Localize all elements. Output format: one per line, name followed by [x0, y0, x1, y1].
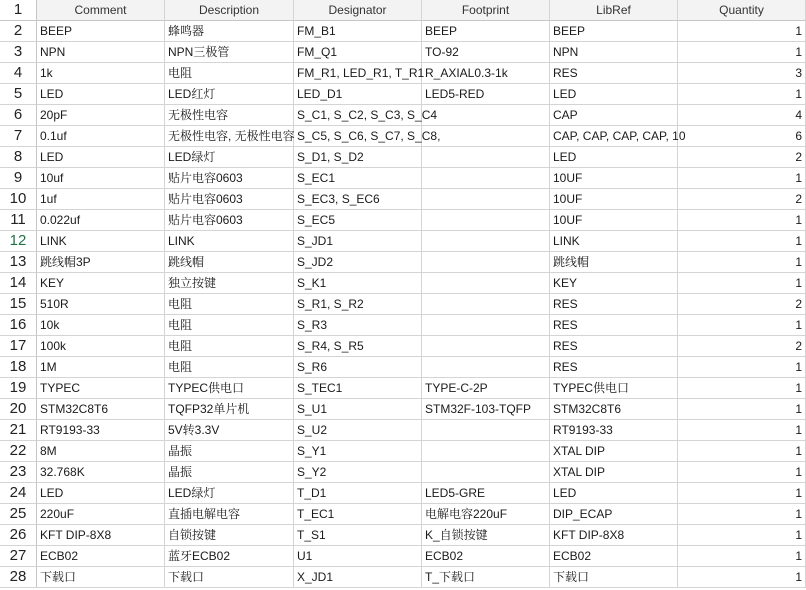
cell-quantity[interactable]: 2	[678, 294, 806, 315]
table-row	[0, 315, 806, 336]
row-number[interactable]: 12	[0, 231, 37, 252]
row-number[interactable]: 14	[0, 273, 37, 294]
cell-comment[interactable]: 10uf	[37, 168, 165, 189]
cell-libref[interactable]: TYPEC供电口	[550, 378, 678, 399]
cell-quantity[interactable]: 1	[678, 378, 806, 399]
table-row	[0, 504, 806, 525]
cell-footprint[interactable]: LED5-GRE	[422, 483, 550, 504]
cell-footprint[interactable]: TO-92	[422, 42, 550, 63]
cell-footprint[interactable]	[422, 294, 550, 315]
cell-footprint[interactable]: ECB02	[422, 546, 550, 567]
cell-footprint[interactable]	[422, 147, 550, 168]
cell-designator[interactable]: X_JD1	[294, 567, 422, 588]
table-row	[0, 210, 806, 231]
cell-description[interactable]: 电阻	[165, 357, 294, 378]
column-header-comment[interactable]: Comment	[37, 0, 165, 21]
cell-quantity[interactable]: 2	[678, 147, 806, 168]
table-row	[0, 84, 806, 105]
table-row	[0, 273, 806, 294]
cell-libref[interactable]: RES	[550, 315, 678, 336]
row-number[interactable]: 4	[0, 63, 37, 84]
cell-quantity[interactable]: 1	[678, 357, 806, 378]
cell-comment[interactable]: LED	[37, 483, 165, 504]
cell-designator[interactable]: S_EC5	[294, 210, 422, 231]
cell-quantity[interactable]: 1	[678, 315, 806, 336]
cell-footprint[interactable]: R_AXIAL0.3-1k	[422, 63, 550, 84]
row-number[interactable]: 27	[0, 546, 37, 567]
cell-comment[interactable]: 下载口	[37, 567, 165, 588]
cell-designator[interactable]: S_D1, S_D2	[294, 147, 422, 168]
table-row	[0, 147, 806, 168]
cell-libref[interactable]: LINK	[550, 231, 678, 252]
cell-designator[interactable]: S_R3	[294, 315, 422, 336]
cell-designator[interactable]: FM_Q1	[294, 42, 422, 63]
cell-footprint[interactable]: STM32F-103-TQFP	[422, 399, 550, 420]
row-number[interactable]: 25	[0, 504, 37, 525]
cell-description[interactable]: 自锁按键	[165, 525, 294, 546]
cell-libref[interactable]: ECB02	[550, 546, 678, 567]
cell-comment[interactable]: 10k	[37, 315, 165, 336]
cell-libref[interactable]: RES	[550, 336, 678, 357]
row-number[interactable]: 23	[0, 462, 37, 483]
cell-description[interactable]: 贴片电容0603	[165, 189, 294, 210]
cell-designator[interactable]: LED_D1	[294, 84, 422, 105]
cell-description[interactable]: 电阻	[165, 63, 294, 84]
cell-footprint[interactable]	[422, 441, 550, 462]
cell-quantity[interactable]: 1	[678, 441, 806, 462]
table-row	[0, 63, 806, 84]
cell-comment[interactable]: 1M	[37, 357, 165, 378]
table-row	[0, 42, 806, 63]
cell-libref[interactable]: RES	[550, 63, 678, 84]
cell-footprint[interactable]	[422, 105, 550, 126]
cell-description[interactable]: 晶振	[165, 441, 294, 462]
cell-quantity[interactable]: 1	[678, 399, 806, 420]
row-number[interactable]: 3	[0, 42, 37, 63]
row-number[interactable]: 19	[0, 378, 37, 399]
cell-libref[interactable]: RES	[550, 357, 678, 378]
cell-description[interactable]: 蓝牙ECB02	[165, 546, 294, 567]
row-number[interactable]: 11	[0, 210, 37, 231]
row-number[interactable]: 20	[0, 399, 37, 420]
cell-libref[interactable]: CAP, CAP, CAP, CAP, 10	[550, 126, 678, 147]
table-row	[0, 126, 806, 147]
cell-quantity[interactable]: 1	[678, 567, 806, 588]
cell-quantity[interactable]: 1	[678, 84, 806, 105]
table-row	[0, 231, 806, 252]
cell-libref[interactable]: KEY	[550, 273, 678, 294]
row-number[interactable]: 16	[0, 315, 37, 336]
row-number[interactable]: 24	[0, 483, 37, 504]
cell-comment[interactable]: RT9193-33	[37, 420, 165, 441]
cell-libref[interactable]: LED	[550, 483, 678, 504]
cell-comment[interactable]: BEEP	[37, 21, 165, 42]
cell-libref[interactable]: LED	[550, 147, 678, 168]
row-number[interactable]: 2	[0, 21, 37, 42]
cell-quantity[interactable]: 4	[678, 105, 806, 126]
cell-description[interactable]: 贴片电容0603	[165, 168, 294, 189]
cell-libref[interactable]: 下载口	[550, 567, 678, 588]
table-row	[0, 105, 806, 126]
cell-designator[interactable]: FM_R1, LED_R1, T_R1	[294, 63, 422, 84]
cell-comment[interactable]: 32.768K	[37, 462, 165, 483]
cell-footprint[interactable]	[422, 231, 550, 252]
row-number[interactable]: 18	[0, 357, 37, 378]
table-row	[0, 483, 806, 504]
cell-footprint[interactable]	[422, 462, 550, 483]
cell-designator[interactable]: S_JD2	[294, 252, 422, 273]
row-number[interactable]: 6	[0, 105, 37, 126]
cell-quantity[interactable]: 2	[678, 336, 806, 357]
cell-comment[interactable]: 100k	[37, 336, 165, 357]
cell-comment[interactable]: KFT DIP-8X8	[37, 525, 165, 546]
row-number[interactable]: 10	[0, 189, 37, 210]
cell-description[interactable]: 电阻	[165, 336, 294, 357]
cell-designator[interactable]: T_EC1	[294, 504, 422, 525]
cell-description[interactable]: 晶振	[165, 462, 294, 483]
row-number[interactable]: 21	[0, 420, 37, 441]
table-row	[0, 252, 806, 273]
cell-comment[interactable]: 20pF	[37, 105, 165, 126]
cell-designator[interactable]: S_C1, S_C2, S_C3, S_C4	[294, 105, 422, 126]
cell-description[interactable]: 电阻	[165, 294, 294, 315]
row-number[interactable]: 1	[0, 0, 37, 21]
table-row	[0, 357, 806, 378]
table-row	[0, 378, 806, 399]
cell-description[interactable]: 贴片电容0603	[165, 210, 294, 231]
cell-designator[interactable]: U1	[294, 546, 422, 567]
cell-designator[interactable]: S_R1, S_R2	[294, 294, 422, 315]
cell-designator[interactable]: S_R6	[294, 357, 422, 378]
cell-description[interactable]: NPN三极管	[165, 42, 294, 63]
cell-comment[interactable]: 1k	[37, 63, 165, 84]
table-row	[0, 462, 806, 483]
cell-description[interactable]: 蜂鸣器	[165, 21, 294, 42]
table-row	[0, 441, 806, 462]
cell-footprint[interactable]: TYPE-C-2P	[422, 378, 550, 399]
row-number[interactable]: 5	[0, 84, 37, 105]
cell-quantity[interactable]: 1	[678, 21, 806, 42]
cell-quantity[interactable]: 1	[678, 168, 806, 189]
cell-designator[interactable]: T_S1	[294, 525, 422, 546]
cell-description[interactable]: 无极性电容, 无极性电容	[165, 126, 294, 147]
row-number[interactable]: 22	[0, 441, 37, 462]
cell-libref[interactable]: XTAL DIP	[550, 462, 678, 483]
cell-quantity[interactable]: 1	[678, 42, 806, 63]
cell-quantity[interactable]: 3	[678, 63, 806, 84]
cell-comment[interactable]: 220uF	[37, 504, 165, 525]
cell-footprint[interactable]	[422, 252, 550, 273]
cell-comment[interactable]: 1uf	[37, 189, 165, 210]
cell-quantity[interactable]: 1	[678, 231, 806, 252]
cell-footprint[interactable]	[422, 210, 550, 231]
cell-footprint[interactable]	[422, 315, 550, 336]
table-row	[0, 336, 806, 357]
cell-footprint[interactable]: 电解电容220uF	[422, 504, 550, 525]
cell-designator[interactable]: S_TEC1	[294, 378, 422, 399]
table-row	[0, 546, 806, 567]
cell-quantity[interactable]: 1	[678, 546, 806, 567]
cell-designator[interactable]: S_K1	[294, 273, 422, 294]
cell-footprint[interactable]: BEEP	[422, 21, 550, 42]
cell-comment[interactable]: TYPEC	[37, 378, 165, 399]
cell-designator[interactable]: S_Y1	[294, 441, 422, 462]
cell-libref[interactable]: 跳线帽	[550, 252, 678, 273]
cell-comment[interactable]: STM32C8T6	[37, 399, 165, 420]
cell-quantity[interactable]: 2	[678, 189, 806, 210]
cell-comment[interactable]: KEY	[37, 273, 165, 294]
table-row	[0, 567, 806, 588]
cell-footprint[interactable]	[422, 189, 550, 210]
table-row	[0, 525, 806, 546]
table-row	[0, 294, 806, 315]
cell-comment[interactable]: LED	[37, 84, 165, 105]
cell-libref[interactable]: STM32C8T6	[550, 399, 678, 420]
cell-description[interactable]: 直插电解电容	[165, 504, 294, 525]
cell-comment[interactable]: NPN	[37, 42, 165, 63]
cell-quantity[interactable]: 1	[678, 525, 806, 546]
cell-designator[interactable]: S_Y2	[294, 462, 422, 483]
cell-libref[interactable]: RT9193-33	[550, 420, 678, 441]
cell-quantity[interactable]: 1	[678, 462, 806, 483]
cell-description[interactable]: 下载口	[165, 567, 294, 588]
cell-libref[interactable]: 10UF	[550, 189, 678, 210]
cell-footprint[interactable]	[422, 420, 550, 441]
row-number[interactable]: 13	[0, 252, 37, 273]
cell-quantity[interactable]: 1	[678, 252, 806, 273]
cell-description[interactable]: 无极性电容	[165, 105, 294, 126]
column-header-designator[interactable]: Designator	[294, 0, 422, 21]
row-number[interactable]: 8	[0, 147, 37, 168]
cell-designator[interactable]: S_C5, S_C6, S_C7, S_C8,	[294, 126, 422, 147]
cell-libref[interactable]: 10UF	[550, 210, 678, 231]
cell-description[interactable]: 独立按键	[165, 273, 294, 294]
cell-libref[interactable]: CAP	[550, 105, 678, 126]
header-row	[0, 0, 806, 21]
cell-designator[interactable]: S_EC3, S_EC6	[294, 189, 422, 210]
cell-comment[interactable]: 0.022uf	[37, 210, 165, 231]
cell-quantity[interactable]: 1	[678, 483, 806, 504]
table-row	[0, 189, 806, 210]
cell-description[interactable]: 5V转3.3V	[165, 420, 294, 441]
cell-libref[interactable]: LED	[550, 84, 678, 105]
table-row	[0, 168, 806, 189]
cell-designator[interactable]: S_R4, S_R5	[294, 336, 422, 357]
cell-libref[interactable]: XTAL DIP	[550, 441, 678, 462]
cell-quantity[interactable]: 1	[678, 273, 806, 294]
column-header-description[interactable]: Description	[165, 0, 294, 21]
cell-footprint[interactable]: K_自锁按键	[422, 525, 550, 546]
cell-libref[interactable]: NPN	[550, 42, 678, 63]
row-number[interactable]: 9	[0, 168, 37, 189]
cell-footprint[interactable]: LED5-RED	[422, 84, 550, 105]
cell-description[interactable]: LINK	[165, 231, 294, 252]
cell-comment[interactable]: LED	[37, 147, 165, 168]
cell-comment[interactable]: 510R	[37, 294, 165, 315]
cell-quantity[interactable]: 1	[678, 420, 806, 441]
cell-footprint[interactable]	[422, 357, 550, 378]
row-number[interactable]: 15	[0, 294, 37, 315]
cell-footprint[interactable]	[422, 336, 550, 357]
cell-description[interactable]: TYPEC供电口	[165, 378, 294, 399]
cell-comment[interactable]: ECB02	[37, 546, 165, 567]
cell-designator[interactable]: S_JD1	[294, 231, 422, 252]
cell-libref[interactable]: 10UF	[550, 168, 678, 189]
cell-comment[interactable]: 跳线帽3P	[37, 252, 165, 273]
column-header-footprint[interactable]: Footprint	[422, 0, 550, 21]
cell-libref[interactable]: KFT DIP-8X8	[550, 525, 678, 546]
table-row	[0, 399, 806, 420]
cell-libref[interactable]: DIP_ECAP	[550, 504, 678, 525]
column-header-libref[interactable]: LibRef	[550, 0, 678, 21]
cell-description[interactable]: 电阻	[165, 315, 294, 336]
cell-comment[interactable]: 0.1uf	[37, 126, 165, 147]
cell-footprint[interactable]: T_下载口	[422, 567, 550, 588]
cell-libref[interactable]: RES	[550, 294, 678, 315]
row-number[interactable]: 17	[0, 336, 37, 357]
cell-designator[interactable]: T_D1	[294, 483, 422, 504]
cell-comment[interactable]: LINK	[37, 231, 165, 252]
row-number[interactable]: 7	[0, 126, 37, 147]
cell-description[interactable]: LED绿灯	[165, 483, 294, 504]
cell-description[interactable]: 跳线帽	[165, 252, 294, 273]
cell-footprint[interactable]	[422, 168, 550, 189]
table-row	[0, 420, 806, 441]
cell-designator[interactable]: S_U1	[294, 399, 422, 420]
cell-description[interactable]: LED绿灯	[165, 147, 294, 168]
cell-description[interactable]: LED红灯	[165, 84, 294, 105]
cell-footprint[interactable]	[422, 126, 550, 147]
cell-designator[interactable]: S_EC1	[294, 168, 422, 189]
table-row	[0, 21, 806, 42]
cell-description[interactable]: TQFP32单片机	[165, 399, 294, 420]
cell-quantity[interactable]: 1	[678, 504, 806, 525]
cell-quantity[interactable]: 1	[678, 210, 806, 231]
row-number[interactable]: 28	[0, 567, 37, 588]
cell-designator[interactable]: S_U2	[294, 420, 422, 441]
cell-comment[interactable]: 8M	[37, 441, 165, 462]
column-header-quantity[interactable]: Quantity	[678, 0, 806, 21]
cell-designator[interactable]: FM_B1	[294, 21, 422, 42]
cell-footprint[interactable]	[422, 273, 550, 294]
cell-libref[interactable]: BEEP	[550, 21, 678, 42]
cell-quantity[interactable]: 6	[678, 126, 806, 147]
row-number[interactable]: 26	[0, 525, 37, 546]
